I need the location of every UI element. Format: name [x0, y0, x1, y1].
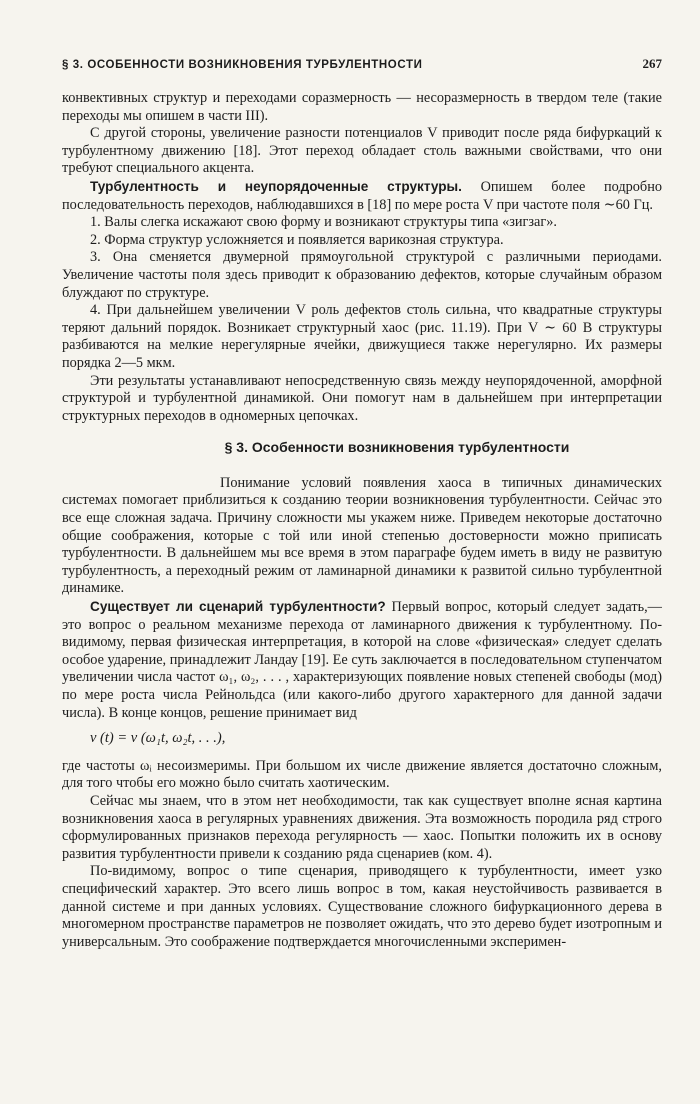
section-heading: § 3. Особенности возникновения турбулентности	[224, 439, 570, 456]
running-title: § 3. ОСОБЕННОСТИ ВОЗНИКНОВЕНИЯ ТУРБУЛЕНТНОСТИ	[62, 59, 423, 71]
paragraph-text: Первый вопрос, который следует задать,— это вопрос о реальном механизме перехода от ламинарного движения к турбулентному. По-видимому, первая физическая интерпретация, в которой на слове «физическая» следует сделать особое ударение, принадлежит Ландау [19]. Ее суть заключается в последовательном ступенчатом увеличении числа частот ω₁, ω₂, . . . , характеризующих появление новых степеней свободы (мод) по мере роста числа Рейнольдса (или какого-либо другого характерного для данной задачи числа). В конце концов, решение принимает вид	[62, 599, 662, 721]
list-item-4: 4. При дальнейшем увеличении V роль дефектов столь сильна, что квадратные структуры теряют дальний порядок. Возникает структурный хаос (рис. 11.19). При V ∼ 60 В структуры разбиваются на мелкие нерегулярные ячейки, движущиеся также нерегулярно. Их размеры порядка 2—5 мкм.	[62, 302, 662, 371]
paragraph-lead-in: Существует ли сценарий турбулентности?	[90, 599, 386, 615]
paragraph: Сейчас мы знаем, что в этом нет необходимости, так как существует вполне ясная картина возникновения хаоса в регулярных уравнениях движения. Эта возможность породила ряд строго сформулированных признаков перехода регулярность — хаос. Попытки положить их в основу развития турбулентности привели к созданию ряда сценариев (ком. 4).	[62, 792, 662, 862]
paragraph-turbulence-structures	[62, 178, 662, 214]
paragraph: С другой стороны, увеличение разности потенциалов V приводит после ряда бифуркаций к турбулентному движению [18]. Этот переход обладает столь важными свойствами, что они требуют специального акцента.	[62, 125, 662, 177]
page-number: 267	[642, 56, 662, 71]
list-item-1: 1. Валы слегка искажают свою форму и возникают структуры типа «зигзаг».	[90, 214, 557, 231]
running-head	[62, 56, 662, 72]
paragraph: где частоты ωᵢ несоизмеримы. При большом их числе движение является достаточно сложным, для того чтобы его можно было считать хаотическим.	[62, 757, 662, 792]
paragraph: Эти результаты устанавливают непосредственную связь между неупорядоченной, аморфной структурой и турбулентной динамикой. Они помогут нам в дальнейшем при интерпретации структурных переходов в одномерных цепочках.	[62, 372, 662, 424]
list-item-3: 3. Она сменяется двумерной прямоугольной структурой с различными периодами. Увеличение частоты поля здесь приводит к образованию дефектов, которые случайным образом блуждают по структуре.	[62, 249, 662, 301]
paragraph: По-видимому, вопрос о типе сценария, приводящего к турбулентности, имеет узко специфический характер. Это всего лишь вопрос в том, какая неустойчивость развивается в данной системе и при данных условиях. Существование сложного бифуркационного дерева в многомерном пространстве параметров не позволяет ожидать, что это дерево будет изотропным и универсальным. Это соображение подтверждается многочисленными эксперимен-	[62, 863, 662, 950]
paragraph-lead-in: Турбулентность и неупорядоченные структуры.	[90, 178, 462, 194]
formula: v (t) = v (ω₁t, ω₂t, . . .),	[90, 730, 226, 747]
page-body	[62, 90, 662, 951]
paragraph-text: Опишем более подробно последовательность переходов, наблюдавшихся в [18] по мере роста V при частоте поля ∼60 Гц.	[62, 178, 662, 213]
list-item-2: 2. Форма структур усложняется и появляется варикозная структура.	[90, 231, 504, 248]
paragraph-continuation: конвективных структур и переходами соразмерность — несоразмерность в твердом теле (такие переходы мы опишем в части III).	[62, 90, 662, 124]
paragraph: Понимание условий появления хаоса в типичных динамических системах помогает приблизиться к созданию теории возникновения турбулентности. Сейчас это все еще сложная задача. Причину сложности мы укажем ниже. Приведем некоторые достаточно общие соображения, которые с той или иной степенью достоверности можно приписать турбулентности. В дальнейшем мы все время в этом параграфе будем иметь в виду не развитую турбулентность, а переходный режим от ламинарной динамики к развитой сильно турбулентной динамике.	[62, 474, 662, 597]
paragraph-scenario	[62, 598, 662, 722]
